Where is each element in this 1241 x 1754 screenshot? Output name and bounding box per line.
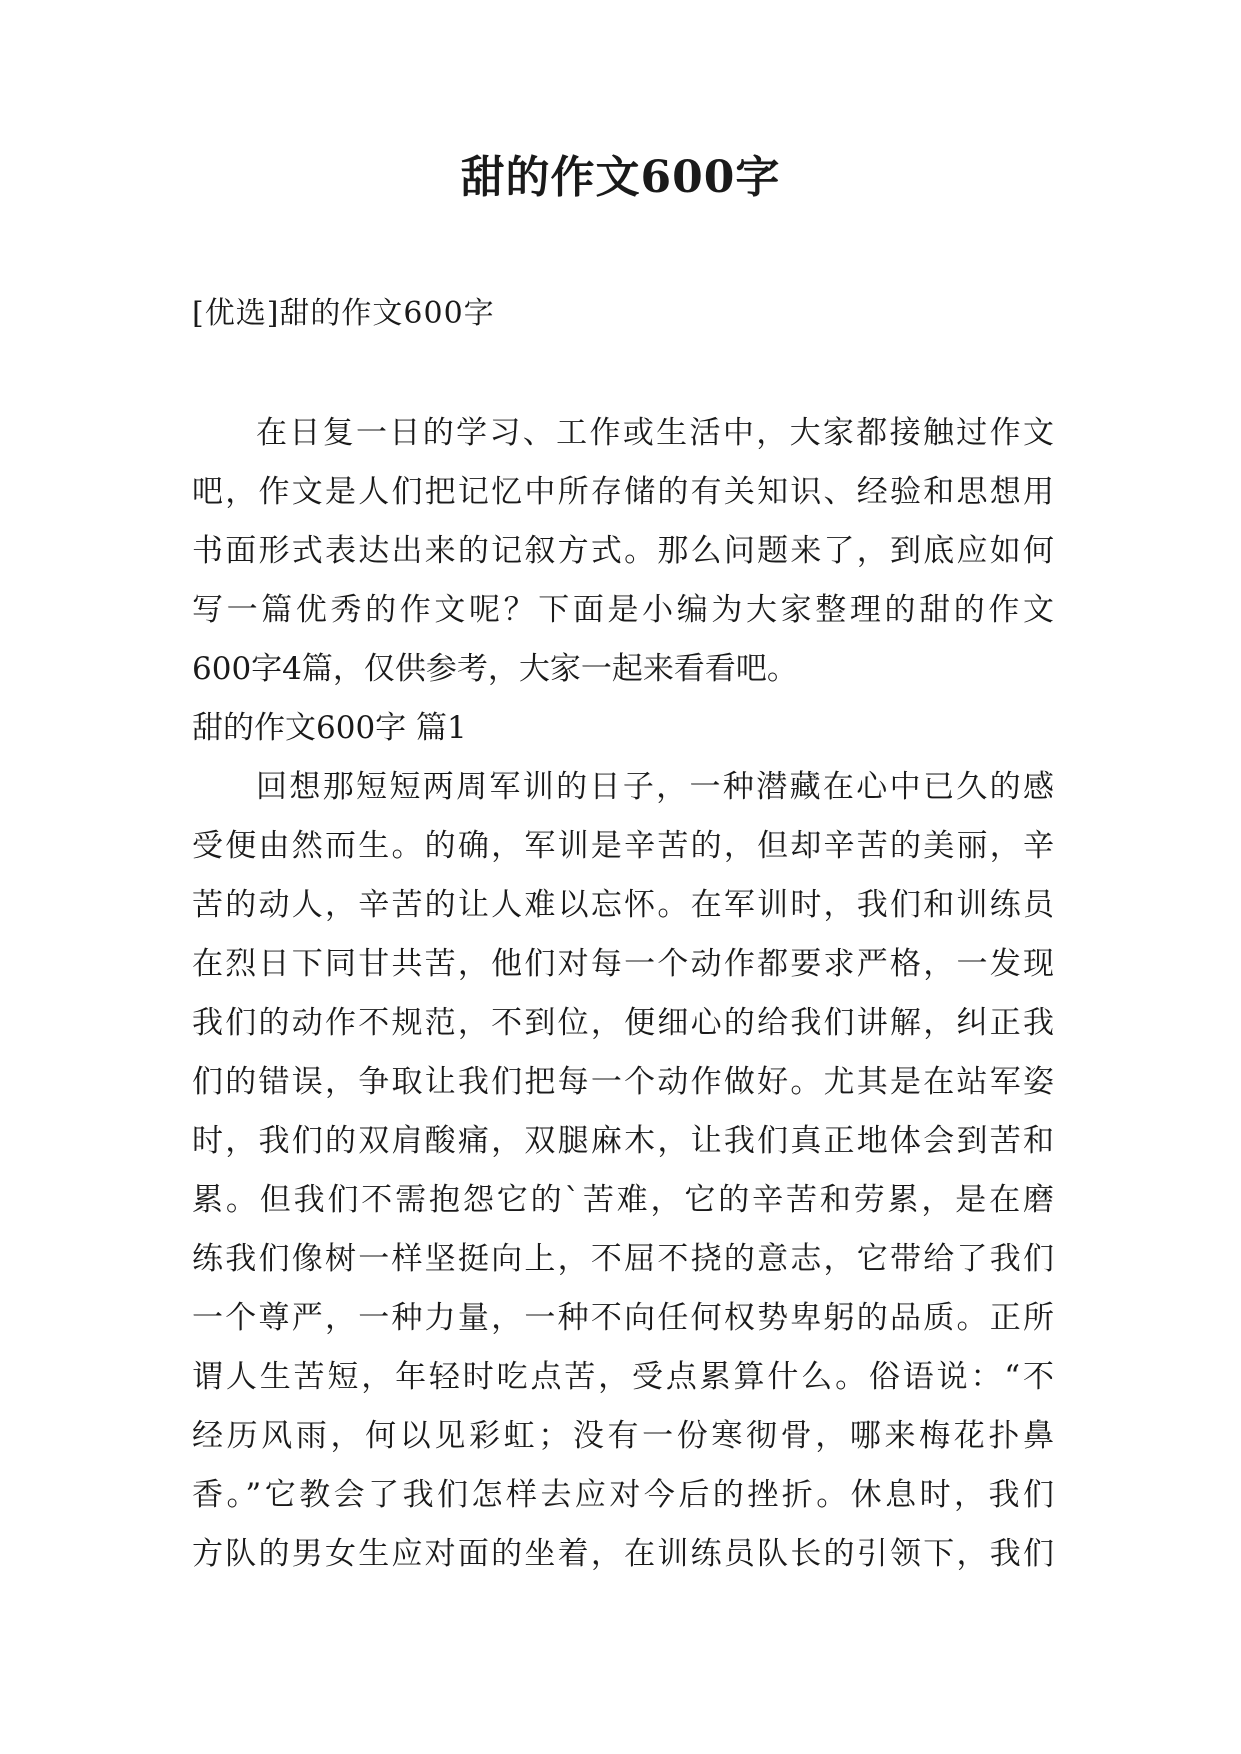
essay-line-5: 我们的动作不规范，不到位，便细心的给我们讲解，纠正我 xyxy=(192,1005,1054,1041)
page-title: 甜的作文600字 xyxy=(460,152,781,203)
essay-line-14: 方队的男女生应对面的坐着，在训练员队长的引领下，我们 xyxy=(192,1536,1054,1572)
document-body xyxy=(192,404,1054,1584)
intro-line-2: 吧，作文是人们把记忆中所存储的有关知识、经验和思想用 xyxy=(192,474,1054,510)
essay-line-13: 香。”它教会了我们怎样去应对今后的挫折。休息时，我们 xyxy=(192,1477,1054,1513)
essay-line-12: 经历风雨，何以见彩虹；没有一份寒彻骨，哪来梅花扑鼻 xyxy=(192,1418,1054,1454)
essay-line-11: 谓人生苦短，年轻时吃点苦，受点累算什么。俗语说：“不 xyxy=(192,1359,1054,1395)
intro-line-3: 书面形式表达出来的记叙方式。那么问题来了，到底应如何 xyxy=(192,533,1054,569)
essay-line-8: 累。但我们不需抱怨它的`苦难，它的辛苦和劳累，是在磨 xyxy=(192,1182,1054,1218)
essay-line-3: 苦的动人，辛苦的让人难以忘怀。在军训时，我们和训练员 xyxy=(192,887,1054,923)
intro-line-1: 在日复一日的学习、工作或生活中，大家都接触过作文 xyxy=(256,415,1054,451)
section-heading: 甜的作文600字 篇1 xyxy=(192,710,467,746)
essay-line-1: 回想那短短两周军训的日子，一种潜藏在心中已久的感 xyxy=(256,769,1054,805)
essay-line-6: 们的错误，争取让我们把每一个动作做好。尤其是在站军姿 xyxy=(192,1064,1054,1100)
document-subtitle: [优选]甜的作文600字 xyxy=(192,296,495,331)
essay-line-10: 一个尊严，一种力量，一种不向任何权势卑躬的品质。正所 xyxy=(192,1300,1054,1336)
essay-line-9: 练我们像树一样坚挺向上，不屈不挠的意志，它带给了我们 xyxy=(192,1241,1054,1277)
essay-line-4: 在烈日下同甘共苦，他们对每一个动作都要求严格，一发现 xyxy=(192,946,1054,982)
intro-line-4: 写一篇优秀的作文呢？下面是小编为大家整理的甜的作文 xyxy=(192,592,1054,628)
essay-line-7: 时，我们的双肩酸痛，双腿麻木，让我们真正地体会到苦和 xyxy=(192,1123,1054,1159)
essay-line-2: 受便由然而生。的确，军训是辛苦的，但却辛苦的美丽，辛 xyxy=(192,828,1054,864)
intro-line-5: 600字4篇，仅供参考，大家一起来看看吧。 xyxy=(192,651,798,687)
